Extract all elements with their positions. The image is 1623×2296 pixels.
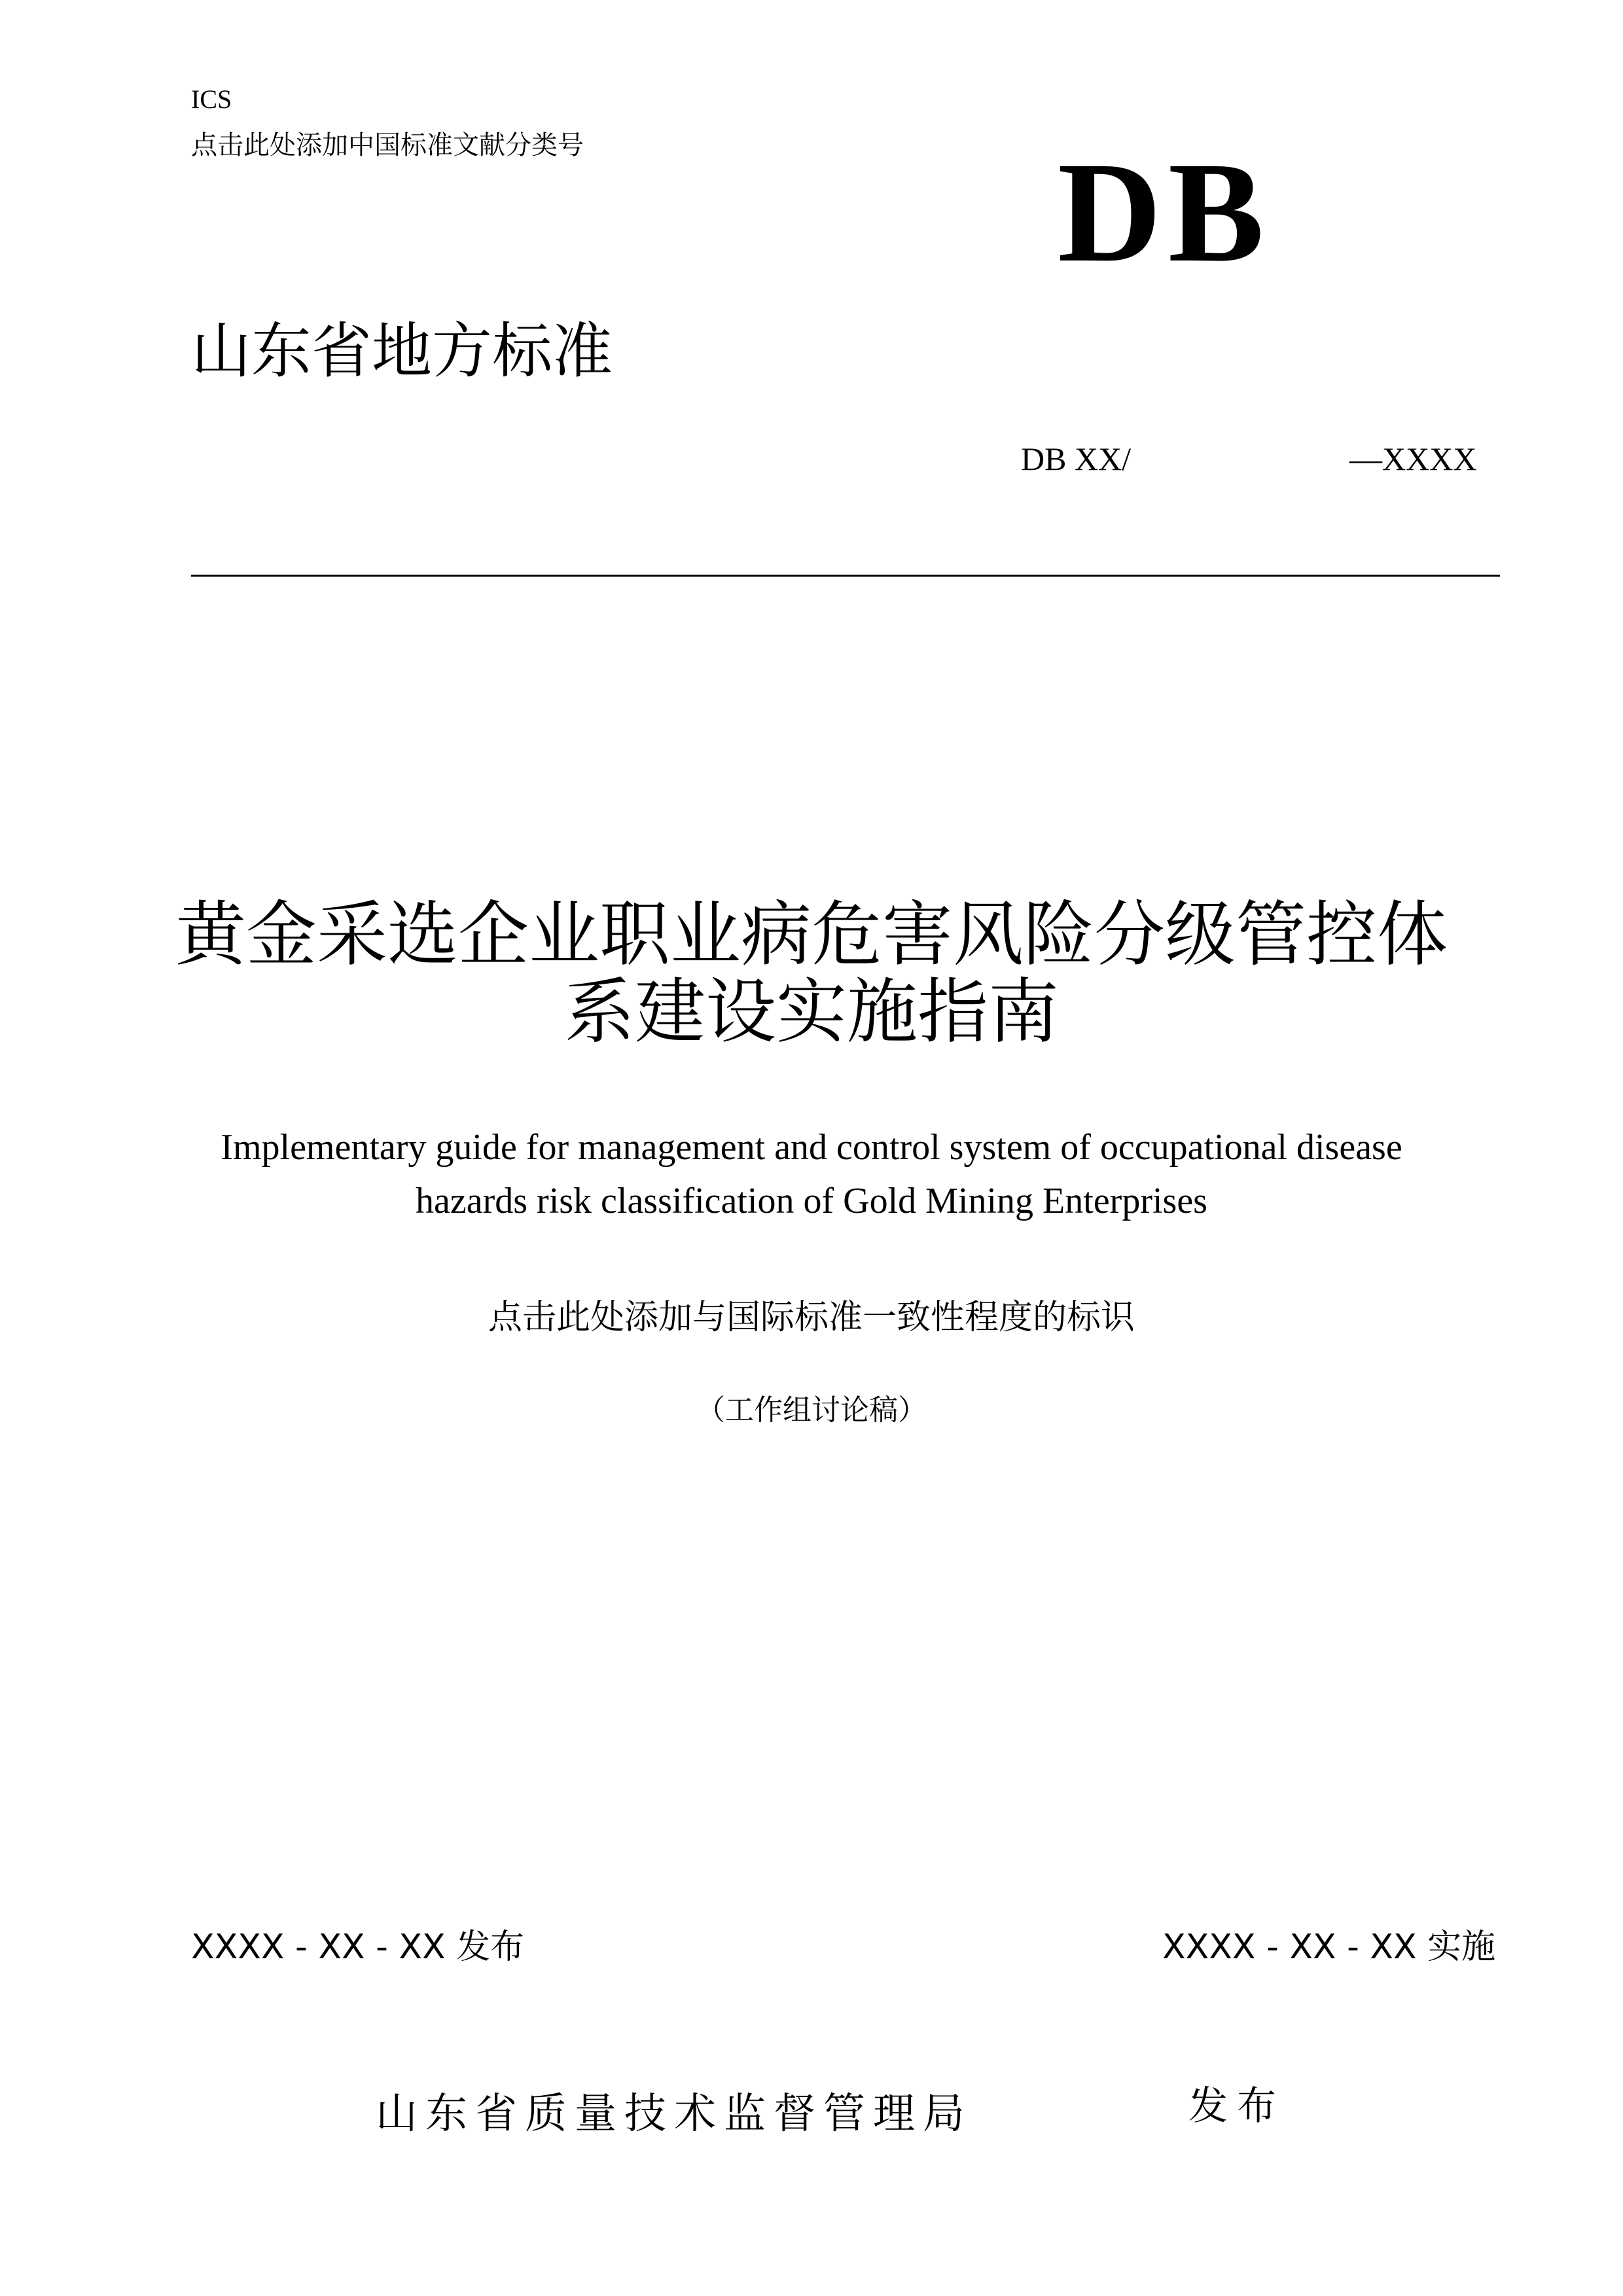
- ics-label: ICS: [191, 84, 232, 114]
- draft-status: （工作组讨论稿）: [696, 1393, 927, 1427]
- title-english: [92, 1121, 1531, 1228]
- title-chinese-line1: 黄金采选企业职业病危害风险分级管控体: [175, 894, 1448, 976]
- title-chinese-line2: 系建设实施指南: [563, 971, 1059, 1053]
- issuing-authority: 山东省质量技术监督管理局: [376, 2090, 972, 2138]
- ics-classification-placeholder[interactable]: 点击此处添加中国标准文献分类号: [191, 130, 584, 160]
- standard-number-suffix: —XXXX: [1349, 440, 1477, 477]
- title-chinese: [92, 894, 1531, 1053]
- publish-date: XXXX - XX - XX 发布: [191, 1928, 525, 1967]
- issued-label: 发布: [1188, 2083, 1285, 2129]
- standard-number-prefix: DB XX/: [1021, 440, 1132, 477]
- header-divider: [191, 575, 1500, 577]
- title-english-line2: hazards risk classification of Gold Mining Enterprises: [416, 1181, 1207, 1221]
- consistency-note-placeholder[interactable]: 点击此处添加与国际标准一致性程度的标识: [488, 1298, 1135, 1337]
- standard-category: 山东省地方标准: [191, 316, 613, 386]
- implement-date: XXXX - XX - XX 实施: [1162, 1928, 1496, 1967]
- db-logo: DB: [1058, 132, 1271, 292]
- title-english-line1: Implementary guide for management and control system of occupational disease: [221, 1127, 1402, 1168]
